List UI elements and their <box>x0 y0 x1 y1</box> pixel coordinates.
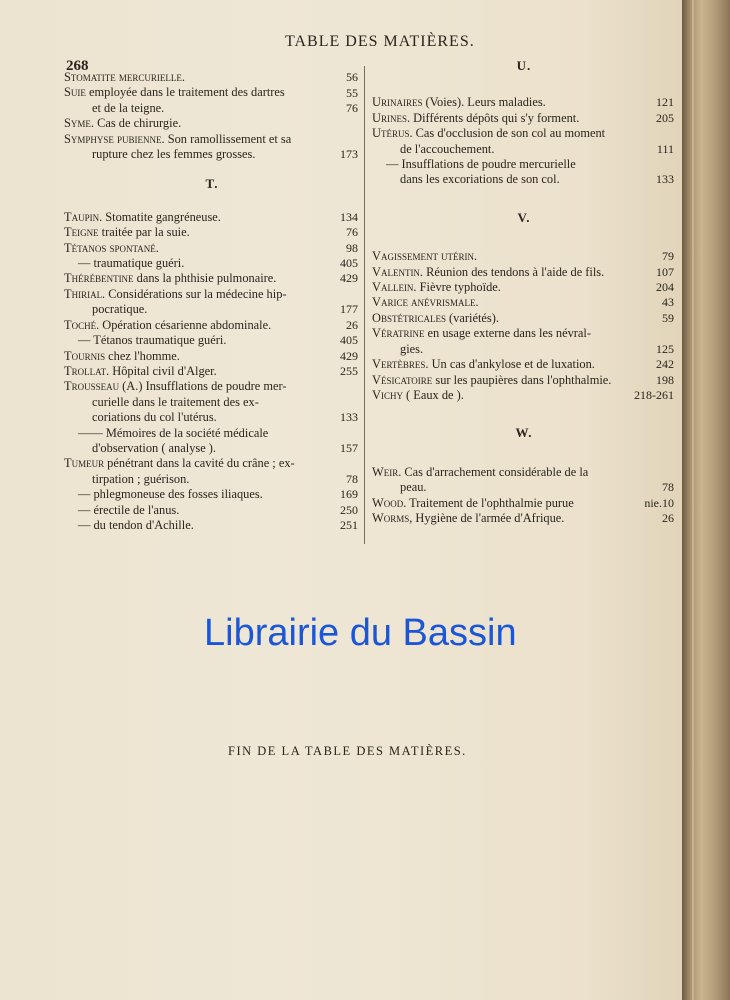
entry-page-number: 121 <box>656 95 674 110</box>
entry-line <box>64 116 326 131</box>
entry-heading: Tétanos spontané. <box>64 240 159 255</box>
column-divider <box>364 66 365 544</box>
entry-page-number: 133 <box>656 172 674 187</box>
u-entries <box>372 95 676 187</box>
entry-line <box>64 503 326 518</box>
entry-line <box>372 465 642 480</box>
entry-text: Différents dépôts qui s'y forment. <box>410 110 580 125</box>
index-entry <box>372 111 676 126</box>
entry-page-number: 111 <box>656 141 674 156</box>
entry-heading: Vallein. <box>372 280 417 295</box>
entry-line <box>372 357 642 372</box>
entry-continuation: et de la teigne. <box>92 100 165 115</box>
entry-text: Cas d'occlusion de son col au moment <box>412 126 606 141</box>
entry-heading: Varice anévrismale. <box>372 295 479 310</box>
entry-continuation: dans les excoriations de son col. <box>400 172 560 187</box>
entry-line <box>64 225 326 240</box>
entry-line <box>372 326 642 341</box>
entry-page-number: 405 <box>340 256 358 271</box>
entry-text: dans la phthisie pulmonaire. <box>133 271 277 286</box>
entry-page-number: 98 <box>346 240 358 255</box>
letter-heading-w: W. <box>515 425 533 441</box>
index-entry <box>64 426 360 457</box>
entry-text: sur les paupières dans l'ophthalmie. <box>432 372 612 387</box>
index-entry <box>64 333 360 348</box>
index-entry <box>372 265 676 280</box>
index-entry <box>372 157 676 188</box>
entry-line <box>64 85 326 100</box>
entry-heading: Thérébentine <box>64 271 134 286</box>
entry-page-number: 429 <box>340 271 358 286</box>
entry-heading: Wood. <box>372 495 407 510</box>
page-header-title: TABLE DES MATIÈRES. <box>285 33 475 50</box>
entry-continuation: curielle dans le traitement des ex- <box>92 394 259 409</box>
entry-page-number: 76 <box>346 225 358 240</box>
watermark-text: Librairie du Bassin <box>204 612 517 654</box>
entry-text: Hôpital civil d'Alger. <box>109 363 217 378</box>
entry-page-number: 173 <box>340 147 358 162</box>
index-entry <box>372 357 676 372</box>
entry-line <box>372 265 642 280</box>
entry-heading: Obstétricales <box>372 310 446 325</box>
entry-line <box>372 496 642 511</box>
index-entry <box>64 132 360 163</box>
entry-heading: Thirial. <box>64 286 106 301</box>
entry-continuation: de l'accouchement. <box>400 141 495 156</box>
page-number: 268 <box>66 58 89 74</box>
entry-page-number: 205 <box>656 110 674 125</box>
entry-line <box>64 241 326 256</box>
entry-text: Un cas d'ankylose et de luxation. <box>428 357 595 372</box>
index-entry <box>372 496 676 511</box>
index-entry <box>64 210 360 225</box>
entry-line <box>372 311 642 326</box>
t-entries <box>64 210 360 534</box>
entry-continuation: peau. <box>400 480 427 495</box>
index-entry <box>372 326 676 357</box>
entry-heading: Weir. <box>372 464 402 479</box>
index-entry <box>64 364 360 379</box>
index-entry <box>372 249 676 264</box>
entry-page-number: 59 <box>662 310 674 325</box>
entry-heading: Urines. <box>372 110 411 125</box>
entry-line <box>64 210 326 225</box>
entry-continuation: gies. <box>400 341 424 356</box>
index-entry <box>64 487 360 502</box>
entry-heading: Trollat. <box>64 363 110 378</box>
entry-text: Insufflations de poudre mer- <box>142 379 287 394</box>
entry-text: en usage externe dans les névral- <box>424 326 591 341</box>
entry-page-number: 76 <box>346 100 358 115</box>
entry-heading: Suie <box>64 85 86 100</box>
entry-page-number: 56 <box>346 70 358 84</box>
entry-page-number: 405 <box>340 333 358 348</box>
entry-heading: Utérus. <box>372 126 413 141</box>
entry-continuation: coriations du col l'utérus. <box>92 410 217 425</box>
entry-line <box>372 511 642 526</box>
entry-page-number: 242 <box>656 357 674 372</box>
entry-page-number: 198 <box>656 372 674 387</box>
entry-text: — traumatique guéri. <box>78 256 185 271</box>
entry-text: Considérations sur la médecine hip- <box>105 286 287 301</box>
entry-heading: Valentin. <box>372 264 424 279</box>
entry-text: Fièvre typhoïde. <box>416 280 501 295</box>
index-entry <box>372 373 676 388</box>
entry-line <box>64 456 326 471</box>
index-entry <box>372 388 676 403</box>
entry-text: Cas de chirurgie. <box>94 116 182 131</box>
entry-text: (variétés). <box>445 310 499 325</box>
entry-heading: Vertèbres. <box>372 357 429 372</box>
entry-page-number: 134 <box>340 209 358 224</box>
index-entry <box>64 70 360 85</box>
entry-line <box>372 126 642 141</box>
index-entry <box>372 511 676 526</box>
entry-page-number: 107 <box>656 264 674 279</box>
entry-text: Stomatite gangréneuse. <box>102 209 221 224</box>
entry-text: pénétrant dans la cavité du crâne ; ex- <box>104 456 295 471</box>
letter-heading-v: V. <box>517 209 531 225</box>
entry-page-number: nie.10 <box>644 495 674 510</box>
entry-heading: Toché. <box>64 317 100 332</box>
entry-page-number: 79 <box>662 249 674 264</box>
entry-line <box>372 388 642 403</box>
index-entry <box>64 225 360 240</box>
index-entry <box>372 295 676 310</box>
entry-page-number: 78 <box>346 471 358 486</box>
entry-page-number: 204 <box>656 280 674 295</box>
entry-heading: Syme. <box>64 116 94 131</box>
entry-heading: Vératrine <box>372 326 425 341</box>
index-entry <box>64 456 360 487</box>
entry-text: chez l'homme. <box>105 348 180 363</box>
entry-line <box>64 364 326 379</box>
entry-line <box>372 280 642 295</box>
entry-text: ( Eaux de ). <box>402 387 464 402</box>
entry-heading: Tumeur <box>64 456 105 471</box>
index-entry <box>372 280 676 295</box>
entry-line <box>372 249 642 264</box>
letter-heading-t: T. <box>205 176 219 192</box>
entry-page-number: 429 <box>340 348 358 363</box>
entry-line <box>64 426 326 441</box>
entry-heading: Trousseau (A.) <box>64 379 143 394</box>
entry-line <box>64 271 326 286</box>
entry-line <box>64 318 326 333</box>
index-entry <box>372 465 676 496</box>
end-of-table-text: FIN DE LA TABLE DES MATIÈRES. <box>228 744 467 758</box>
entry-line <box>372 373 642 388</box>
entry-heading: Taupin. <box>64 209 103 224</box>
entry-page-number: 133 <box>340 410 358 425</box>
entry-heading: Symphyse pubienne. <box>64 131 165 146</box>
index-entry <box>64 271 360 286</box>
entry-text: Son ramollissement et sa <box>164 131 292 146</box>
entry-text: — érectile de l'anus. <box>78 502 180 517</box>
index-entry <box>64 116 360 131</box>
entry-line <box>372 111 642 126</box>
entry-heading: Vésicatoire <box>372 372 433 387</box>
entry-line <box>64 349 326 364</box>
entry-continuation: d'observation ( analyse ). <box>92 440 217 455</box>
entry-line <box>64 333 326 348</box>
index-entry <box>64 503 360 518</box>
index-entry <box>64 318 360 333</box>
entry-line <box>64 70 326 85</box>
entry-page-number: 251 <box>340 517 358 532</box>
page-edge-shadow <box>682 0 730 1000</box>
entry-text: traitée par la suie. <box>98 225 190 240</box>
entry-page-number: 26 <box>662 510 674 525</box>
entry-page-number: 157 <box>340 440 358 455</box>
entry-continuation: pocratique. <box>92 302 148 317</box>
entry-text: — Insufflations de poudre mercurielle <box>386 157 576 172</box>
entry-text: — du tendon d'Achille. <box>78 517 194 532</box>
index-entry <box>64 518 360 533</box>
entry-text: — Tétanos traumatique guéri. <box>78 333 227 348</box>
index-entry <box>372 126 676 157</box>
entry-text: — phlegmoneuse des fosses iliaques. <box>78 487 263 502</box>
entry-page-number-secondary: 55 <box>346 85 358 100</box>
entry-page-number: 78 <box>662 480 674 495</box>
entry-text: (Voies). Leurs maladies. <box>422 95 546 110</box>
entry-continuation: rupture chez les femmes grosses. <box>92 147 256 162</box>
entry-line <box>372 95 642 110</box>
index-entry <box>64 256 360 271</box>
letter-heading-u: U. <box>516 58 532 73</box>
index-entry <box>372 95 676 110</box>
entry-page-number: 177 <box>340 302 358 317</box>
entry-heading: Vichy <box>372 387 403 402</box>
entry-heading: Vagissement utérin. <box>372 249 478 264</box>
entry-heading: Worms, <box>372 510 413 525</box>
entry-page-number: 169 <box>340 487 358 502</box>
index-entry <box>372 311 676 326</box>
right-column <box>372 58 676 526</box>
entry-text: Opération césarienne abdominale. <box>99 317 272 332</box>
left-column <box>64 70 360 533</box>
v-entries <box>372 249 676 403</box>
entry-line <box>64 518 326 533</box>
s-entries <box>64 70 360 162</box>
entry-heading: Teigne <box>64 225 99 240</box>
entry-line <box>64 287 326 302</box>
entry-text: Traitement de l'ophthalmie purue <box>406 495 574 510</box>
entry-page-number: 125 <box>656 341 674 356</box>
index-entry <box>64 241 360 256</box>
entry-heading: Tournis <box>64 348 106 363</box>
entry-heading: Stomatite mercurielle. <box>64 70 185 84</box>
entry-text: Cas d'arrachement considérable de la <box>401 464 589 479</box>
entry-heading: Urinaires <box>372 95 423 110</box>
entry-text: —— Mémoires de la société médicale <box>78 425 269 440</box>
index-entry <box>64 287 360 318</box>
entry-line <box>64 132 326 147</box>
entry-continuation: tirpation ; guérison. <box>92 471 190 486</box>
entry-line <box>372 295 642 310</box>
entry-text: Hygiène de l'armée d'Afrique. <box>412 510 565 525</box>
entry-page-number: 255 <box>340 363 358 378</box>
entry-page-number: 26 <box>346 317 358 332</box>
entry-text: Réunion des tendons à l'aide de fils. <box>423 264 605 279</box>
index-entry <box>64 379 360 425</box>
entry-page-number: 250 <box>340 502 358 517</box>
entry-page-number: 43 <box>662 295 674 310</box>
entry-line <box>64 256 326 271</box>
entry-page-number: 218-261 <box>634 387 674 402</box>
entry-line <box>64 379 326 394</box>
entry-line <box>372 157 642 172</box>
index-entry <box>64 349 360 364</box>
entry-text: employée dans le traitement des dartres <box>85 85 285 100</box>
entry-line <box>64 487 326 502</box>
w-entries <box>372 465 676 527</box>
index-entry <box>64 85 360 116</box>
